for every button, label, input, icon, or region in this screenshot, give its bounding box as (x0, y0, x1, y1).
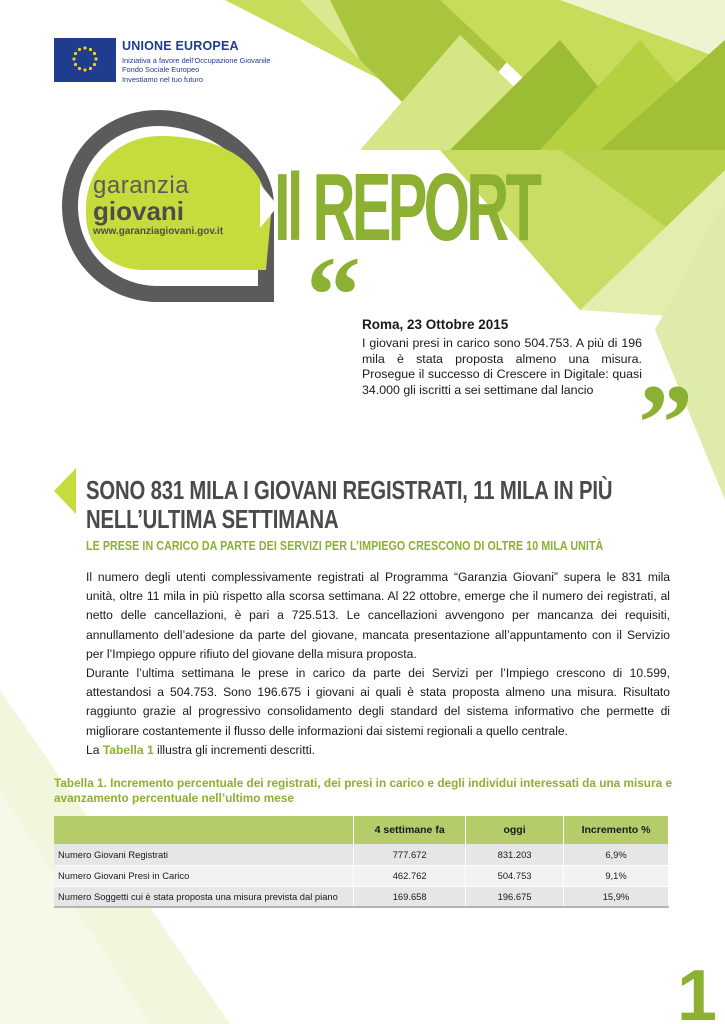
table-cell: 462.762 (354, 865, 466, 886)
table-header-cell: oggi (466, 816, 564, 844)
table-row (54, 886, 669, 907)
table-header-cell: Incremento % (564, 816, 669, 844)
table-header-cell: 4 settimane fa (354, 816, 466, 844)
eu-line: Fondo Sociale Europeo (122, 65, 200, 75)
body-text-span: illustra gli incrementi descritti. (153, 742, 315, 757)
headline: SONO 831 MILA I GIOVANI REGISTRATI, 11 MILA IN PIÙ NELL’ULTIMA SETTIMANA (86, 475, 613, 534)
headline-arrow-icon (54, 468, 76, 514)
body-paragraph (86, 741, 670, 760)
page-number: 1 (676, 956, 717, 1024)
table-reference-link: Tabella 1 (102, 742, 154, 757)
body-text (86, 568, 670, 760)
table-cell: 504.753 (466, 865, 564, 886)
garanzia-giovani-logo (60, 108, 278, 304)
table-cell: 6,9% (564, 844, 669, 865)
table-header-row (54, 816, 669, 844)
data-table (54, 816, 669, 908)
table-row (54, 844, 669, 865)
table-cell-label: Numero Giovani Registrati (54, 844, 354, 865)
table-cell: 15,9% (564, 886, 669, 907)
table-cell-label: Numero Giovani Presi in Carico (54, 865, 354, 886)
eu-line: Investiamo nel tuo futuro (122, 74, 203, 84)
table-cell-label: Numero Soggetti cui è stata proposta una misura prevista dal piano (54, 886, 354, 907)
eu-title: UNIONE EUROPEA (122, 39, 239, 53)
table-header-cell (54, 816, 354, 844)
intro-box (362, 317, 642, 398)
table-cell: 9,1% (564, 865, 669, 886)
eu-line: Iniziativa a favore dell'Occupazione Giovanile (122, 56, 271, 65)
intro-date: Roma, 23 Ottobre 2015 (362, 317, 509, 332)
table-cell: 169.658 (354, 886, 466, 907)
intro-text: I giovani presi in carico sono 504.753. A più di 196 mila è stata proposta almeno una misura. Prosegue il successo di Crescere in Digitale: quasi 34.000 gli iscritti a sei settimane dal lancio (362, 336, 642, 397)
logo-word-giovani: giovani (93, 196, 185, 226)
table-row (54, 865, 669, 886)
eu-subtitle-lines (122, 56, 270, 84)
table-cell: 196.675 (466, 886, 564, 907)
body-paragraph: Il numero degli utenti complessivamente registrati al Programma “Garanzia Giovani” supera le 831 mila unità, oltre 11 mila in più rispetto alla scorsa settimana. Al 22 ottobre, emerge che il numero dei registrati, al netto delle cancellazioni, è pari a 725.513. Le cancellazioni avvengono per mancanza dei requisiti, annullamento dell’adesione da parte del giovane, mancata presentazione all’appuntamento con il Servizio per l’Impiego oppure rifiuto del giovane della misura proposta. (86, 570, 670, 661)
close-quote-icon: ” (638, 362, 693, 484)
logo-url: www.garanziagiovani.gov.it (93, 226, 224, 237)
body-paragraph: Durante l’ultima settimana le prese in carico da parte dei Servizi per l’Impiego crescono di 10.599, attestandosi a 504.753. Sono 196.675 i giovani ai quali è stata proposta almeno una misura. Risultato raggiunto grazie al progressivo consolidamento degli standard del sistema informativo che permette di migliorare costantemente il flusso delle informazioni dai sistemi regionali a quello centrale. (86, 666, 670, 738)
table-caption: Tabella 1. Incremento percentuale dei registrati, dei presi in carico e degli individui interessati da una misura e avanzamento percentuale nell’ultimo mese (54, 776, 673, 805)
subheadline: LE PRESE IN CARICO DA PARTE DEI SERVIZI PER L’IMPIEGO CRESCONO DI OLTRE 10 MILA UNITÀ (86, 538, 604, 553)
table-cell: 831.203 (466, 844, 564, 865)
eu-flag-icon (54, 38, 116, 82)
body-text-span: La (86, 742, 103, 757)
table-cell: 777.672 (354, 844, 466, 865)
open-quote-icon: “ (306, 234, 361, 356)
logo-word-garanzia: garanzia (93, 172, 190, 199)
report-title: Il REPORT (274, 154, 539, 261)
eu-logo-block (54, 38, 284, 84)
